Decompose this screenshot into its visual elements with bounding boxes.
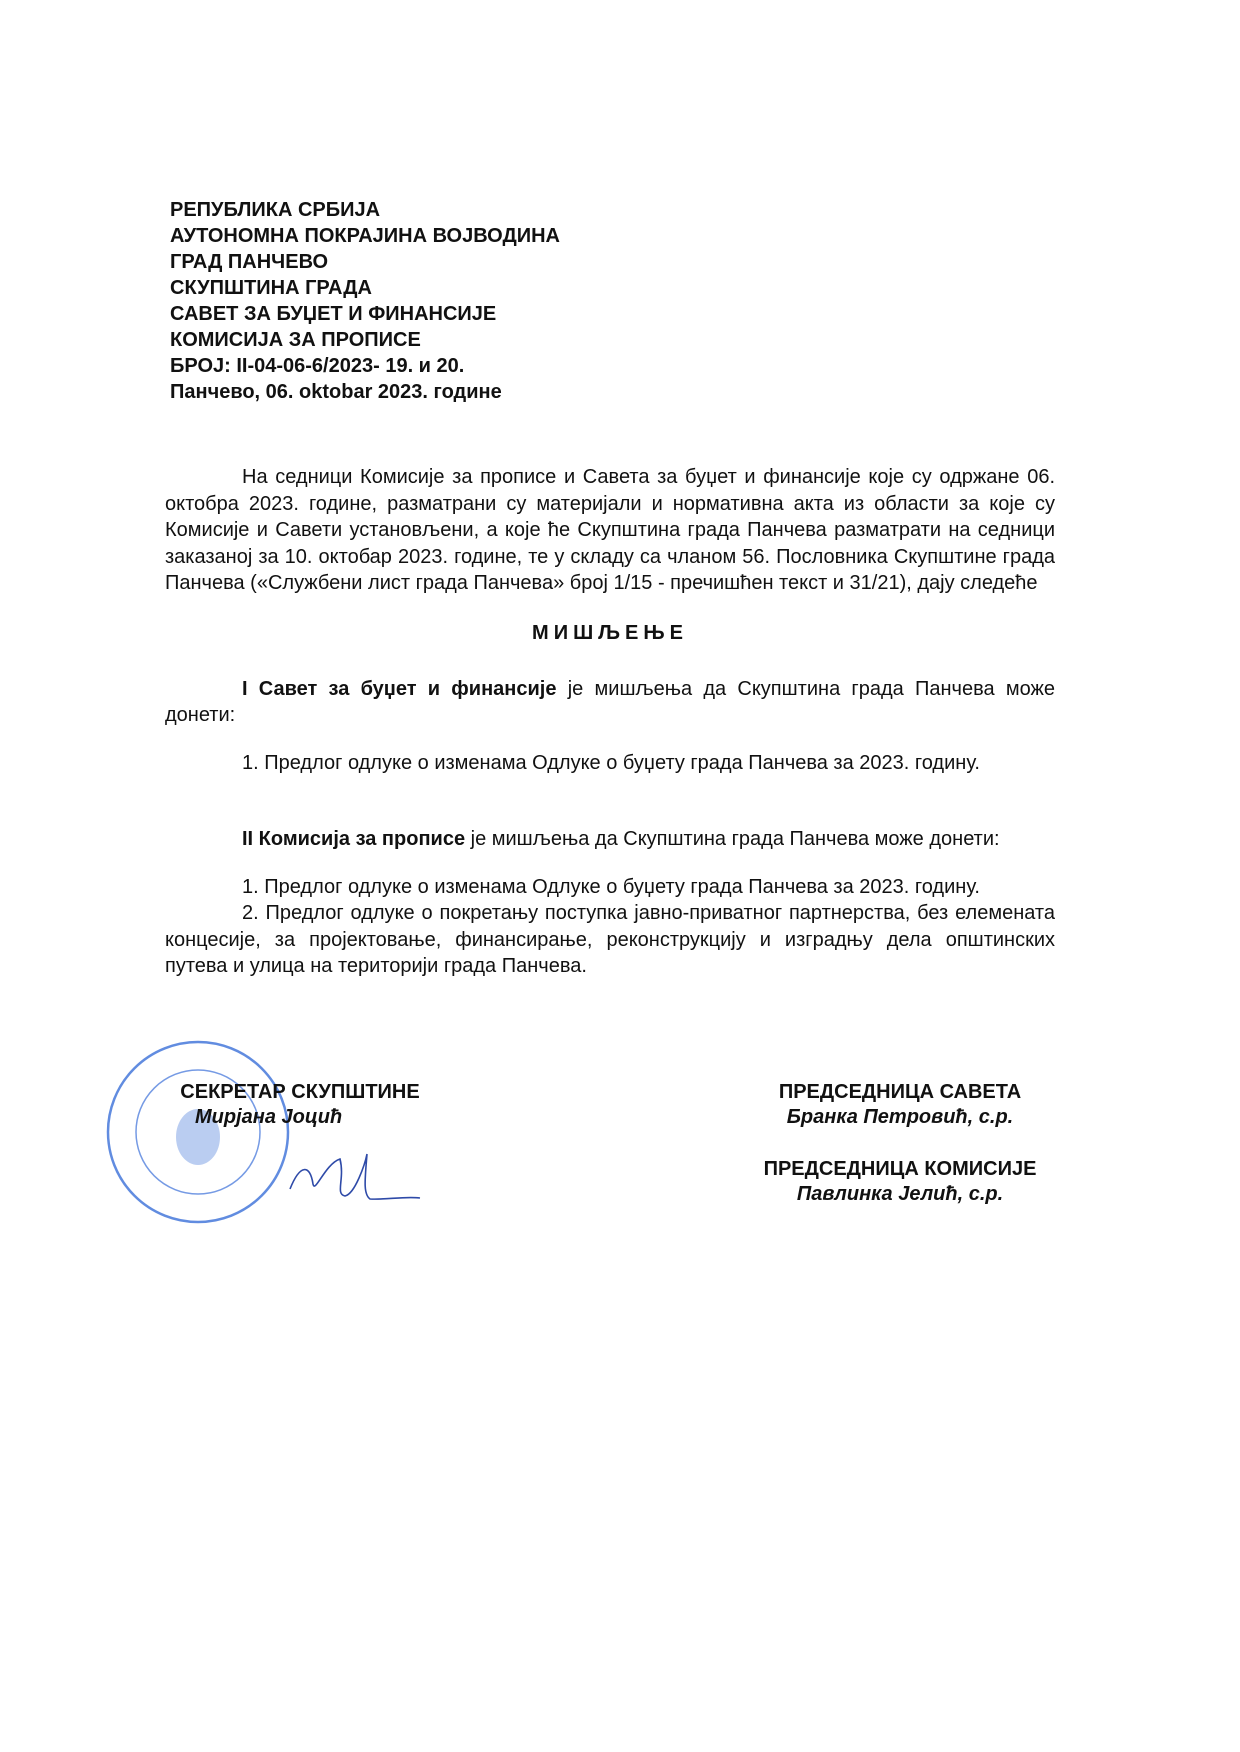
section-1-text: је мишљења да Скупштина града Панчева може донети: [165,677,1055,726]
section-2-item: 1. Предлог одлуке о изменама Одлуке о буџету града Панчева за 2023. годину. [242,875,980,898]
section-2-item: 2. Предлог одлуке о покретању поступка јавно-приватног партнерства, без елемената концесије, за пројектовање, финансирање, реконструкцију и изградњу дела општинских путева и улица на територији града Панчева. [165,902,1055,977]
header-line: САВЕТ ЗА БУЏЕТ И ФИНАНСИЈЕ [170,303,497,325]
secretary-signature-block [150,1080,450,1207]
header-line: ГРАД ПАНЧЕВО [170,251,329,273]
secretary-title: СЕКРЕТАР СКУПШТИНЕ [180,1080,420,1103]
intro-paragraph: На седници Комисије за прописе и Савета за буџет и финансије које су одржане 06. октобра 2023. године, разматрани су материјали и нормативна акта из области за које су Комисије и Савети установљени, а које ће Скупштина града Панчева разматрати на седници заказаној за 10. октобар 2023. године, те у складу са чланом 56. Пословника Скупштине града Панчева («Службени лист града Панчева» број 1/15 - пречишћен текст и 31/21), дају следеће [165,466,1055,594]
document-title: МИШЉЕЊЕ [532,621,688,644]
secretary-name: Мирјана Јоцић [195,1105,343,1128]
section-1-item: 1. Предлог одлуке о изменама Одлуке о буџету града Панчева за 2023. годину. [242,751,980,774]
section-2-text: је мишљења да Скупштина града Панчева може донети: [465,828,1000,850]
document-number: БРОЈ: II-04-06-6/2023- 19. и 20. [170,355,465,377]
commission-signature-block [720,1157,1080,1207]
council-signature-block [720,1080,1080,1130]
document-header [165,197,1055,405]
chairs-signatures [720,1080,1080,1207]
signatures-row [165,1080,1055,1207]
header-line: РЕПУБЛИКА СРБИЈА [170,199,381,221]
section-2 [165,826,1055,853]
section-2-lead: II Комисија за прописе [242,828,466,850]
handwritten-signature [285,1134,425,1214]
header-line: КОМИСИЈА ЗА ПРОПИСЕ [170,329,421,351]
document-date: Панчево, 06. oktobar 2023. године [170,381,502,403]
commission-title: ПРЕДСЕДНИЦА КОМИСИЈЕ [763,1157,1037,1180]
official-stamp [103,1037,293,1227]
section-1-lead: I Савет за буџет и финансије [242,677,557,700]
header-line: СКУПШТИНА ГРАДА [170,277,372,299]
commission-name: Павлинка Јелић, с.р. [796,1182,1004,1205]
council-title: ПРЕДСЕДНИЦА САВЕТА [778,1080,1022,1103]
section-1 [165,676,1055,729]
council-name: Бранка Петровић, с.р. [786,1105,1014,1128]
header-line: АУТОНОМНА ПОКРАЈИНА ВОЈВОДИНА [170,225,560,247]
